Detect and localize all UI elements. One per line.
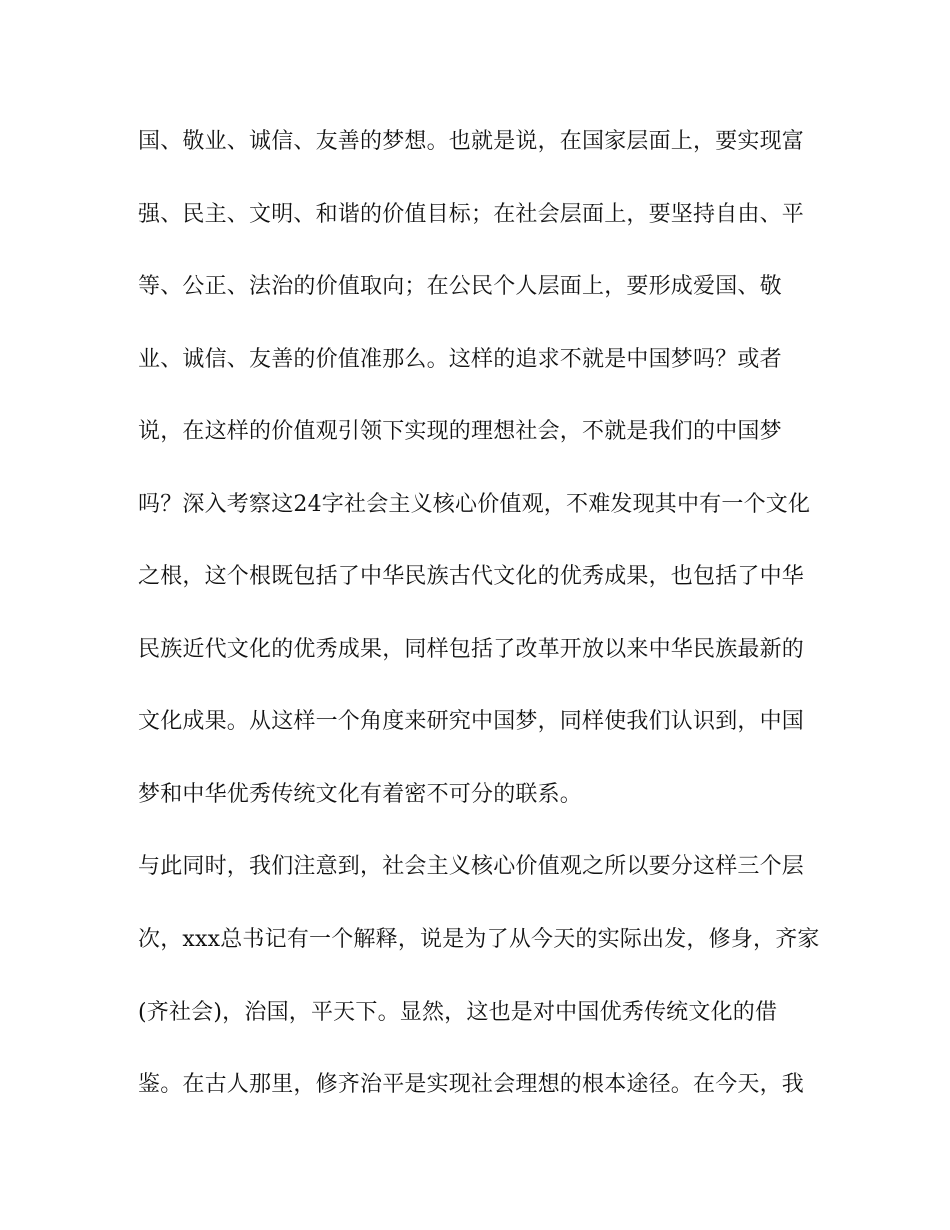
text-line: 次，xxx总书记有一个解释，说是为了从今天的实际出发，修身，齐家 <box>138 927 820 952</box>
text-line: 强、民主、文明、和谐的价值目标；在社会层面上，要坚持自由、平 <box>138 202 805 227</box>
text-line: 文化成果。从这样一个角度来研究中国梦，同样使我们认识到，中国 <box>138 709 805 734</box>
text-line: 等、公正、法治的价值取向；在公民个人层面上，要形成爱国、敬 <box>138 274 782 299</box>
text-line: 之根，这个根既包括了中华民族古代文化的优秀成果，也包括了中华 <box>138 564 805 589</box>
text-line: 国、敬业、诚信、友善的梦想。也就是说，在国家层面上，要实现富 <box>138 129 805 154</box>
text-line: 鉴。在古人那里，修齐治平是实现社会理想的根本途径。在今天，我 <box>138 1072 805 1097</box>
text-line: (齐社会)，治国，平天下。显然，这也是对中国优秀传统文化的借 <box>138 1000 778 1025</box>
text-line: 吗？深入考察这24字社会主义核心价值观，不难发现其中有一个文化 <box>138 492 811 517</box>
text-line: 梦和中华优秀传统文化有着密不可分的联系。 <box>138 782 583 807</box>
text-line: 说，在这样的价值观引领下实现的理想社会，不就是我们的中国梦 <box>138 419 782 444</box>
text-line: 民族近代文化的优秀成果，同样包括了改革开放以来中华民族最新的 <box>138 637 805 662</box>
text-line: 与此同时，我们注意到，社会主义核心价值观之所以要分这样三个层 <box>138 854 805 879</box>
text-line: 业、诚信、友善的价值准那么。这样的追求不就是中国梦吗？或者 <box>138 347 782 372</box>
